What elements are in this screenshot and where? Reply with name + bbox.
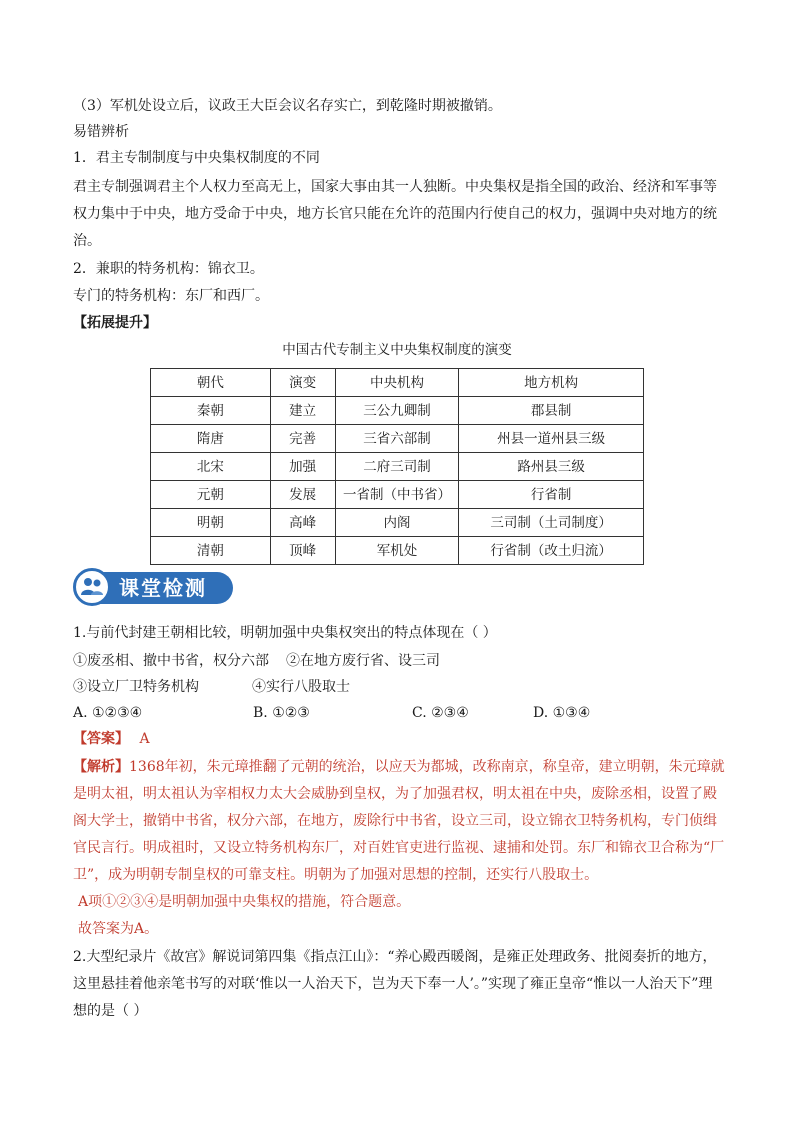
q1-analysis-line-1: 【解析】1368年初，朱元璋推翻了元朝的统治，以应天为都城，改称南京，称皇帝，建立明朝，朱元璋就 [73, 759, 725, 775]
analysis-label: 【解析】 [73, 759, 129, 775]
point-1-line-1: 君主专制强调君主个人权力至高无上，国家大事由其一人独断。中央集权是指全国的政治、经济和军事等 [73, 179, 717, 195]
q1-option-b: B. ①②③ [253, 705, 310, 721]
question-2-line-1: 2.大型纪录片《故宫》解说词第四集《指点江山》：“养心殿西暖阁，是雍正处理政务、批阅奏折的地方， [73, 949, 717, 965]
table-cell: 隋唐 [151, 425, 271, 453]
table-row [151, 537, 644, 565]
table-header-row [151, 369, 644, 397]
q1-statement-4: ④实行八股取士 [252, 679, 350, 695]
question-1-stem: 1.与前代封建王朝相比较，明朝加强中央集权突出的特点体现在（ ） [73, 625, 497, 641]
table-row [151, 453, 644, 481]
q1-answer [73, 729, 150, 749]
answer-value: A [139, 731, 150, 747]
q1-statement-1: ①废丞相、撤中书省，权分六部 [73, 653, 269, 669]
classroom-check-banner [73, 568, 233, 606]
table-cell: 行省制 [459, 481, 644, 509]
table-cell: 内阁 [335, 509, 459, 537]
table-cell: 三省六部制 [335, 425, 459, 453]
q1-analysis-line-3: 阁大学士，撤销中书省，权分六部，在地方，废除行中书省，设立三司，设立锦衣卫特务机构，专门侦缉 [73, 813, 717, 829]
table-row [151, 397, 644, 425]
q1-option-c: C. ②③④ [412, 705, 469, 721]
people-icon [73, 568, 111, 606]
table-cell: 三公九卿制 [335, 397, 459, 425]
evolution-table [150, 368, 644, 565]
header-cell: 演变 [270, 369, 335, 397]
extension-heading: 【拓展提升】 [73, 315, 157, 331]
table-cell: 一省制（中书省） [335, 481, 459, 509]
table-cell: 军机处 [335, 537, 459, 565]
q1-analysis-line-6: A项①②③④是明朝加强中央集权的措施，符合题意。 [78, 894, 411, 910]
table-cell: 三司制（土司制度） [459, 509, 644, 537]
section-heading-common-errors: 易错辨析 [73, 124, 129, 140]
table-caption: 中国古代专制主义中央集权制度的演变 [282, 342, 512, 358]
q1-statement-2: ②在地方废行省、设三司 [286, 653, 440, 669]
question-2-line-3: 想的是（ ） [73, 1003, 148, 1019]
table-cell: 路州县三级 [459, 453, 644, 481]
table-cell: 顶峰 [270, 537, 335, 565]
table-row [151, 509, 644, 537]
header-cell: 朝代 [151, 369, 271, 397]
table-cell: 发展 [270, 481, 335, 509]
question-2-line-2: 这里悬挂着他亲笔书写的对联‘惟以一人治天下，岂为天下奉一人’。”实现了雍正皇帝“惟以一人治天下”理 [73, 976, 713, 992]
table-row [151, 425, 644, 453]
table-cell: 高峰 [270, 509, 335, 537]
header-cell: 中央机构 [335, 369, 459, 397]
q1-statement-3: ③设立厂卫特务机构 [73, 679, 199, 695]
point-1-line-2: 权力集中于中央，地方受命于中央，地方长官只能在允许的范围内行使自己的权力，强调中央对地方的统 [73, 206, 717, 222]
table-cell: 元朝 [151, 481, 271, 509]
table-cell: 北宋 [151, 453, 271, 481]
table-cell: 清朝 [151, 537, 271, 565]
q1-option-a: A. ①②③④ [73, 705, 143, 721]
note-line-military-council: （3）军机处设立后，议政王大臣会议名存实亡，到乾隆时期被撤销。 [73, 98, 502, 114]
point-1-line-3: 治。 [73, 233, 101, 249]
table-cell: 明朝 [151, 509, 271, 537]
q1-analysis-line-7: 故答案为A。 [78, 921, 159, 937]
q1-analysis-line-5: 卫”，成为明朝专制皇权的可靠支柱。明朝为了加强对思想的控制，还实行八股取士。 [73, 867, 599, 883]
q1-analysis-line-4: 官民言行。明成祖时，又设立特务机构东厂，对百姓官吏进行监视、逮捕和处罚。东厂和锦衣卫合称为“厂 [73, 840, 725, 856]
table-row [151, 481, 644, 509]
point-2-line-2: 专门的特务机构：东厂和西厂。 [73, 288, 269, 304]
point-1-title: 1．君主专制制度与中央集权制度的不同 [73, 150, 320, 166]
table-cell: 二府三司制 [335, 453, 459, 481]
header-cell: 地方机构 [459, 369, 644, 397]
table-cell: 行省制（改土归流） [459, 537, 644, 565]
q1-option-d: D. ①③④ [533, 705, 591, 721]
point-2-line-1: 2．兼职的特务机构：锦衣卫。 [73, 261, 264, 277]
q1-analysis-line-2: 是明太祖，明太祖认为宰相权力太大会威胁到皇权，为了加强君权，明太祖在中央，废除丞相，设置了殿 [73, 786, 717, 802]
table-cell: 秦朝 [151, 397, 271, 425]
table-cell: 完善 [270, 425, 335, 453]
answer-label: 【答案】 [73, 731, 129, 747]
table-cell: 郡县制 [459, 397, 644, 425]
table-cell: 州县一道州县三级 [459, 425, 644, 453]
table-cell: 建立 [270, 397, 335, 425]
banner-title: 课堂检测 [119, 576, 207, 600]
table-cell: 加强 [270, 453, 335, 481]
